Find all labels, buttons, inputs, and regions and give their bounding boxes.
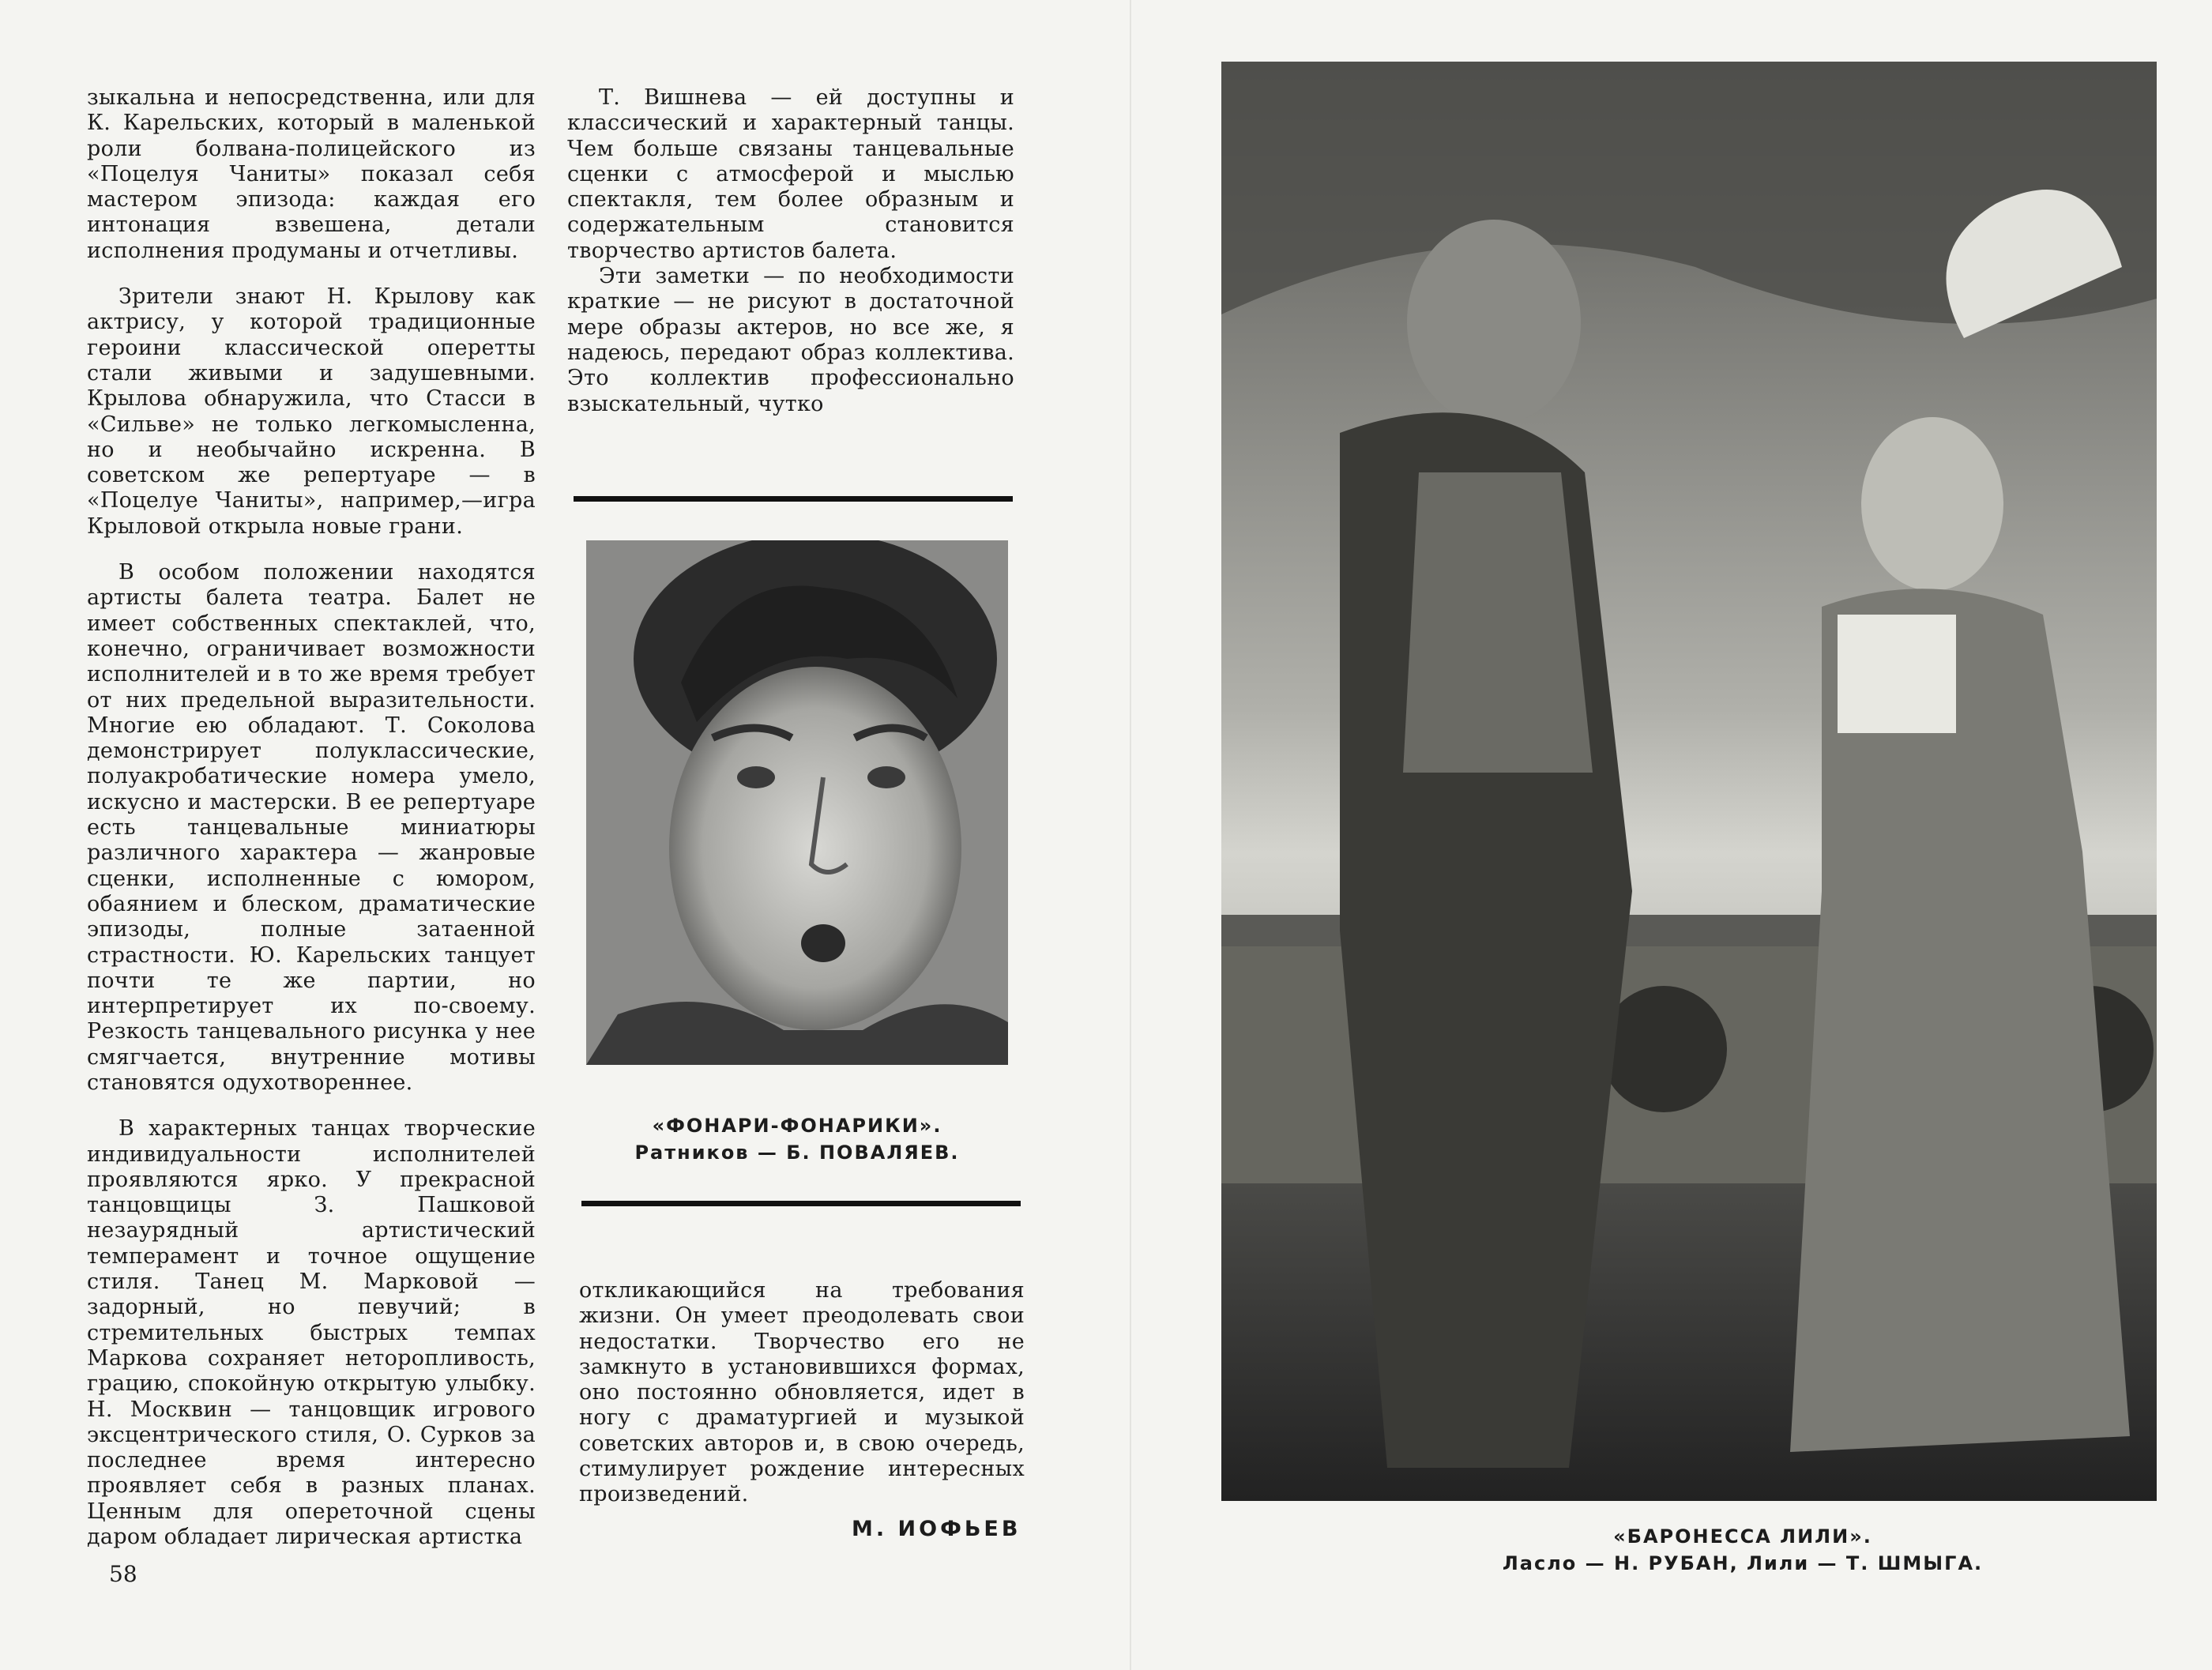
photo-caption-1 bbox=[586, 1112, 1008, 1166]
text-column-2-continued bbox=[579, 1278, 1025, 1529]
caption-credit: Ратников — Б. ПОВАЛЯЕВ. bbox=[634, 1142, 960, 1164]
caption-credit: Ласло — Н. РУБАН, Лили — Т. ШМЫГА. bbox=[1502, 1552, 1984, 1574]
page-fold bbox=[1130, 0, 1131, 1670]
divider-rule bbox=[581, 1201, 1021, 1206]
paragraph: зыкальна и непосредственна, или для К. Карельских, который в маленькой роли болвана-полицейского из «Поцелуя Чаниты» показал себя мастером эпизода: каждая его интонация взвешена, детали исполнения продуманы и отчетливы. bbox=[87, 85, 536, 263]
text-column-2 bbox=[567, 85, 1014, 438]
caption-title: «ФОНАРИ-ФОНАРИКИ». bbox=[652, 1115, 942, 1137]
paragraph: Т. Вишнева — ей доступны и классический и характерный танцы. Чем больше связаны танцевальные сценки с атмосферой и мыслью спектакля, тем более образным и содержательным становится творчество артистов балета. bbox=[567, 85, 1014, 263]
divider-rule bbox=[574, 496, 1013, 502]
stage-illustration bbox=[1221, 62, 2157, 1501]
paragraph: Зрители знают Н. Крылову как актрису, у которой традиционные героини классической оперетты стали живыми и задушевными. Крылова обнаружила, что Стасси в «Сильве» не только легкомысленна, но и необычайно искренна. В советском же репертуаре — в «Поцелуе Чаниты», например,—игра Крыловой открыла новые грани. bbox=[87, 284, 536, 539]
author-signature: М. ИОФЬЕВ bbox=[852, 1517, 1021, 1541]
text-column-1 bbox=[87, 85, 536, 1570]
portrait-illustration bbox=[586, 540, 1008, 1065]
page-number: 58 bbox=[109, 1561, 137, 1587]
portrait-photo bbox=[586, 540, 1008, 1065]
paragraph: В особом положении находятся артисты балета театра. Балет не имеет собственных спектаклей, что, конечно, ограничивает возможности исполнителей и в то же время требует от них предельной выразительности. Многие ею обладают. Т. Соколова демонстрирует полуклассические, полуакробатические номера умело, искусно и мастерски. В ее репертуаре есть танцевальные миниатюры различного характера — жанровые сценки, исполненные с юмором, обаянием и блеском, драматические эпизоды, полные затаенной страстности. Ю. Карельских танцует почти те же партии, но интерпретирует их по-своему. Резкость танцевального рисунка у нее смягчается, внутренние мотивы становятся одухотвореннее. bbox=[87, 560, 536, 1095]
stage-photo bbox=[1221, 62, 2157, 1501]
caption-title: «БАРОНЕССА ЛИЛИ». bbox=[1613, 1525, 1872, 1548]
paragraph: откликающийся на требования жизни. Он умеет преодолевать свои недостатки. Творчество его не замкнуто в установившихся формах, оно постоянно обновляется, идет в ногу с драматургией и музыкой советских авторов и, в свою очередь, стимулирует рождение интересных произведений. bbox=[579, 1278, 1025, 1507]
photo-caption-2 bbox=[1387, 1523, 2098, 1577]
paragraph: Эти заметки — по необходимости краткие — не рисуют в достаточной мере образы актеров, но все же, я надеюсь, передают образ коллектива. Это коллектив профессионально взыскательный, чутко bbox=[567, 264, 1014, 416]
paragraph: В характерных танцах творческие индивидуальности исполнителей проявляются ярко. У прекрасной танцовщицы З. Пашковой незаурядный артистический темперамент и точное ощущение стиля. Танец М. Марковой — задорный, но певучий; в стремительных быстрых темпах Маркова сохраняет неторопливость, грацию, спокойную открытую улыбку. Н. Москвин — танцовщик игрового эксцентрического стиля, О. Сурков за последнее время интересно проявляет себя в разных планах. Ценным для опереточной сцены даром обладает лирическая артистка bbox=[87, 1116, 536, 1550]
